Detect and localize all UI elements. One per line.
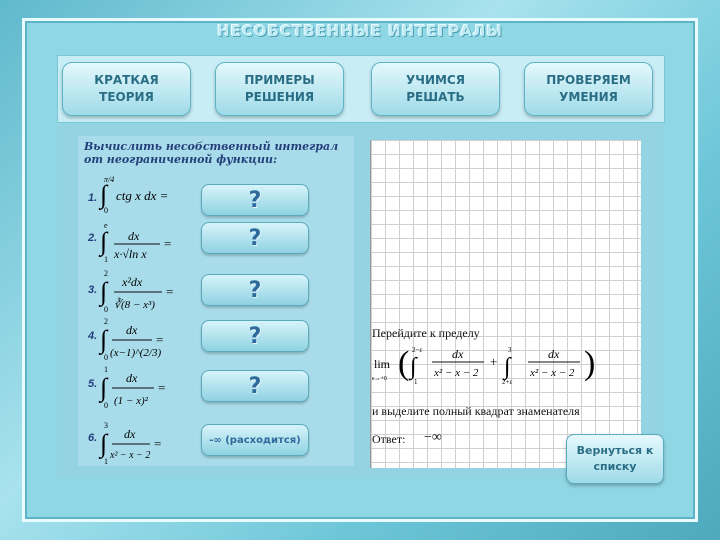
svg-text:dx: dx [548,347,560,361]
svg-text:∫: ∫ [100,277,108,306]
answer-button-5[interactable] [201,370,309,402]
svg-text:∫: ∫ [100,429,108,458]
problem-number: 6. [88,432,98,444]
svg-text:x²dx: x²dx [122,275,143,289]
svg-text:(x−1)^(2/3): (x−1)^(2/3) [110,347,162,359]
back-to-list-button[interactable]: Вернуться к списку [566,434,664,484]
nav-theory-button[interactable]: КРАТКАЯ ТЕОРИЯ [62,62,191,116]
svg-text:3: 3 [508,346,512,354]
svg-text:x² − x − 2: x² − x − 2 [434,367,479,379]
svg-text:∛(8 − x³): ∛(8 − x³) [114,299,155,311]
svg-text:∫: ∫ [100,180,108,209]
question-mark: ? [248,187,262,213]
solution-limit-formula [372,342,640,388]
svg-text:0: 0 [104,353,108,362]
nav-check-button[interactable]: ПРОВЕРЯЕМ УМЕНИЯ [524,62,653,116]
svg-text:∫: ∫ [100,227,108,256]
problem-number: 3. [88,284,98,296]
svg-text:ctg x dx =: ctg x dx = [116,188,169,203]
svg-text:=: = [164,236,172,251]
svg-text:+: + [490,354,498,369]
page-title: НЕСОБСТВЕННЫЕ ИНТЕГРАЛЫ [217,22,503,40]
solution-step-2: и выделите полный квадрат знаменателя [372,404,580,418]
svg-text:1: 1 [104,457,108,466]
svg-text:∫: ∫ [100,325,108,354]
problem-number: 2. [88,232,98,244]
integral-2-formula [98,220,188,268]
svg-text:1: 1 [414,378,418,386]
svg-text:(1 − x)²: (1 − x)² [114,395,148,407]
svg-text:): ) [584,345,596,382]
svg-text:1: 1 [104,255,108,264]
svg-text:e: e [104,221,108,230]
question-mark: ? [248,373,262,399]
answer-text: -∞ (расходится) [209,434,301,446]
svg-text:dx: dx [126,371,138,385]
svg-text:3: 3 [104,421,108,430]
nav-bar [57,55,665,123]
answer-button-2[interactable] [201,222,309,254]
svg-text:∫: ∫ [100,373,108,402]
solution-answer-value: −∞ [424,430,442,445]
question-mark: ? [248,323,262,349]
svg-text:1: 1 [104,365,108,374]
problem-number: 1. [88,192,98,204]
svg-text:=: = [156,332,164,347]
integral-4-formula [98,316,188,366]
svg-text:x² − x − 2: x² − x − 2 [530,367,575,379]
answer-button-3[interactable] [201,274,309,306]
svg-text:2: 2 [104,317,108,326]
svg-text:0: 0 [104,305,108,314]
task-text: Вычислить несобственный интеграл от неограниченной функции: [84,140,339,166]
nav-examples-button[interactable]: ПРИМЕРЫ РЕШЕНИЯ [215,62,344,116]
svg-text:2−ε: 2−ε [412,346,423,354]
integral-1-formula [98,168,198,214]
svg-text:dx: dx [126,323,138,337]
answer-button-1[interactable] [201,184,309,216]
svg-text:ε→+0: ε→+0 [372,376,387,382]
integral-5-formula [98,364,188,414]
svg-text:π/4: π/4 [104,175,115,184]
answer-button-4[interactable] [201,320,309,352]
question-mark: ? [248,277,262,303]
svg-text:∫: ∫ [410,354,417,380]
svg-text:=: = [166,284,174,299]
svg-text:x² − x − 2: x² − x − 2 [110,450,151,461]
nav-learn-button[interactable]: УЧИМСЯ РЕШАТЬ [371,62,500,116]
question-mark: ? [248,225,262,251]
answer-button-6[interactable] [201,424,309,456]
integral-6-formula [98,420,188,468]
svg-text:=: = [158,380,166,395]
svg-text:(: ( [398,345,410,382]
svg-text:2: 2 [104,269,108,278]
problem-number: 5. [88,378,98,390]
svg-text:x·√ln x: x·√ln x [114,247,147,261]
svg-text:dx: dx [128,229,140,243]
svg-text:0: 0 [104,206,108,214]
svg-text:0: 0 [104,401,108,410]
svg-text:dx: dx [124,427,136,441]
problem-number: 4. [88,330,98,342]
svg-text:lim: lim [374,357,391,371]
svg-text:=: = [154,436,162,451]
svg-text:dx: dx [452,347,464,361]
solution-step-1: Перейдите к пределу [372,326,480,340]
svg-text:∫: ∫ [504,354,511,380]
solution-answer-label: Ответ: [372,432,406,446]
integral-3-formula [98,268,188,318]
svg-text:2+ε: 2+ε [502,378,513,386]
